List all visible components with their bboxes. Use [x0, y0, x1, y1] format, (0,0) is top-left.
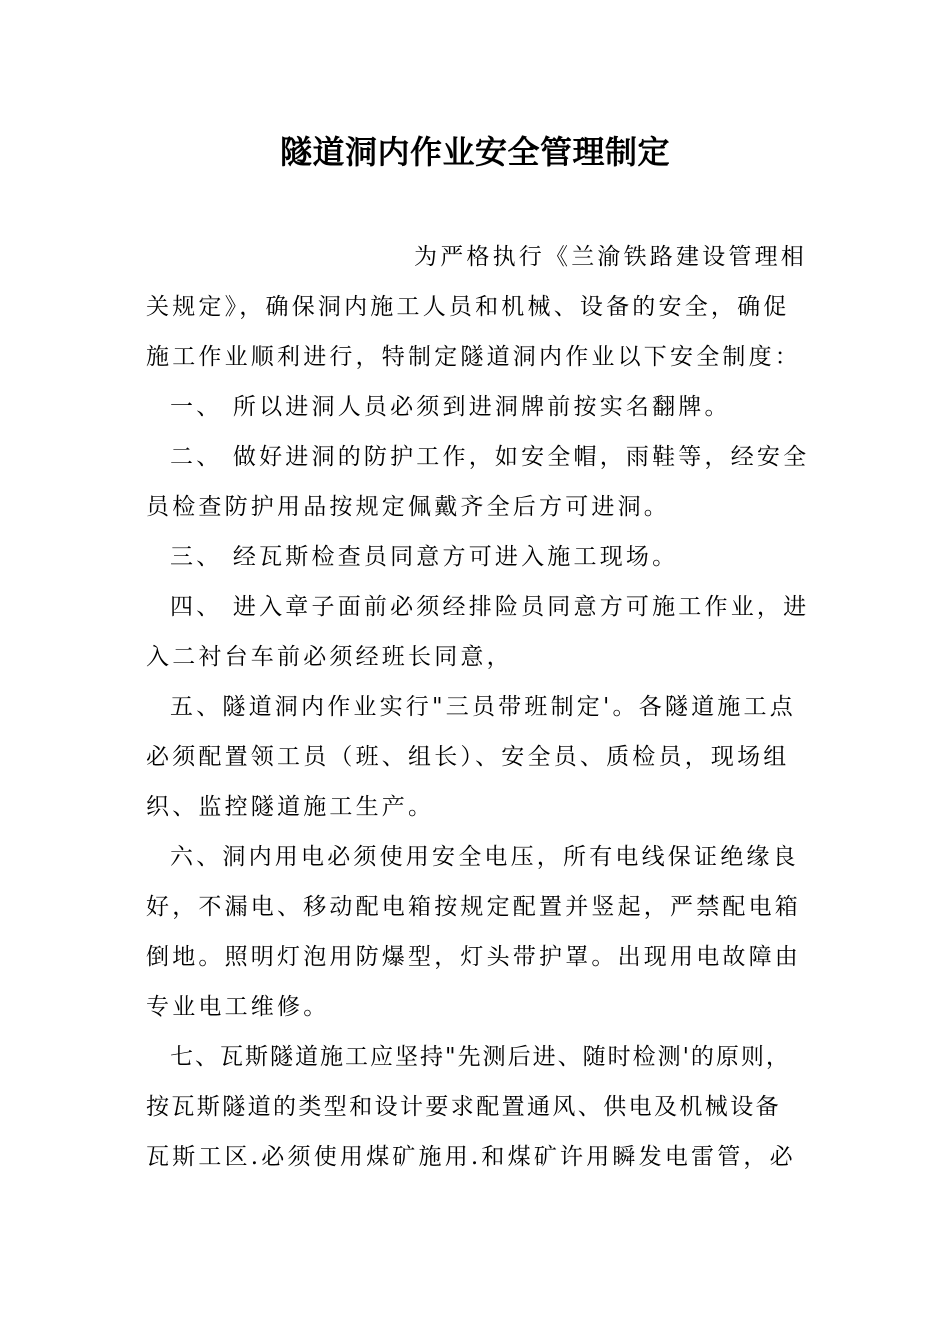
paragraph-line: 七、瓦斯隧道施工应坚持"先测后进、随时检测'的原则，: [170, 1044, 791, 1070]
paragraph-line: 瓦斯工区.必须使用煤矿施用.和煤矿许用瞬发电雷管，必: [146, 1144, 796, 1170]
paragraph-line: 入二衬台车前必须经班长同意，: [146, 644, 513, 670]
paragraph-line: 关规定》，确保洞内施工人员和机械、设备的安全，确促: [146, 294, 790, 320]
paragraph-line: 六、洞内用电必须使用安全电压，所有电线保证绝缘良: [170, 844, 799, 870]
paragraph-line: 五、隧道洞内作业实行"三员带班制定'。各隧道施工点: [170, 694, 796, 720]
paragraph-line: 倒地。照明灯泡用防爆型，灯头带护罩。出现用电故障由: [146, 944, 801, 970]
paragraph-line: 员检查防护用品按规定佩戴齐全后方可进洞。: [146, 494, 670, 520]
paragraph-line: 织、监控隧道施工生产。: [146, 794, 435, 820]
paragraph-line: 好，不漏电、移动配电箱按规定配置并竖起，严禁配电箱: [146, 894, 801, 920]
paragraph-line: 施工作业顺利进行，特制定隧道洞内作业以下安全制度：: [146, 344, 801, 370]
paragraph-line: 二、 做好进洞的防护工作，如安全帽，雨鞋等，经安全: [170, 444, 810, 470]
paragraph-line: 一、 所以进洞人员必须到进洞牌前按实名翻牌。: [170, 394, 731, 420]
paragraph-line: 按瓦斯隧道的类型和设计要求配置通风、供电及机械设备: [146, 1094, 781, 1120]
paragraph-line: 为严格执行《兰渝铁路建设管理相: [414, 244, 807, 270]
paragraph-line: 必须配置领工员（班、组长）、安全员、质检员，现场组: [146, 744, 790, 770]
paragraph-line: 专业电工维修。: [146, 994, 330, 1020]
paragraph-line: 三、 经瓦斯检查员同意方可进入施工现场。: [170, 544, 679, 570]
document-title: 隧道洞内作业安全管理制定: [279, 133, 670, 171]
paragraph-line: 四、 进入章子面前必须经排险员同意方可施工作业，进: [170, 594, 810, 620]
